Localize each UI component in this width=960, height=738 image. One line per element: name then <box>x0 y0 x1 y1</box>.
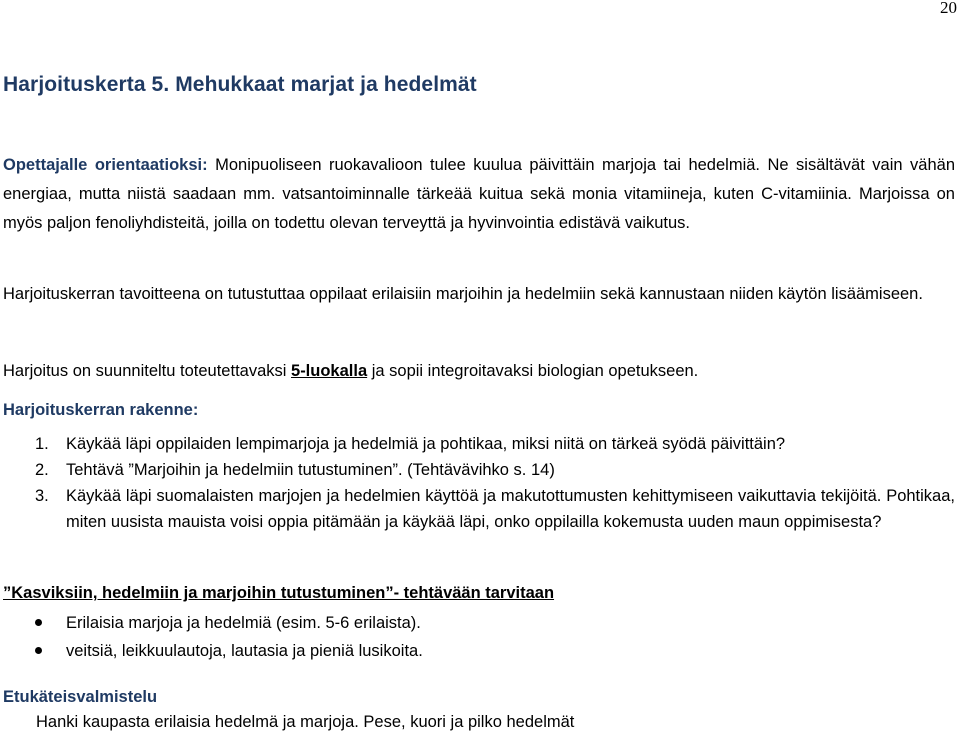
grade-text-after: ja sopii integroitavaksi biologian opetukseen. <box>367 362 699 380</box>
structure-step <box>3 431 955 457</box>
teacher-orientation-paragraph <box>3 151 955 237</box>
goal-paragraph: Harjoituskerran tavoitteena on tutustuttaa oppilaat erilaisiin marjoihin ja hedelmiin sekä kannustaan niiden käytön lisäämiseen. <box>3 285 923 303</box>
structure-step <box>3 457 955 483</box>
materials-list <box>3 609 423 665</box>
structure-heading: Harjoituskerran rakenne: <box>3 401 199 419</box>
materials-item-text: Erilaisia marjoja ja hedelmiä (esim. 5-6 erilaista). <box>66 614 421 632</box>
orientation-text: Monipuoliseen ruokavalioon tulee kuulua päivittäin marjoja tai hedelmiä. Ne sisältävät vain vähän energiaa, mutta niistä saadaan mm. vatsantoiminnalle tärkeää kuitua sekä monia vitamiineja, kuten C-vitamiinia. Marjoissa on myös paljon fenoliyhdisteitä, joilla on todettu olevan terveyttä ja hyvinvointia edistävä vaikutus. <box>3 156 955 232</box>
step-text: Käykää läpi oppilaiden lempimarjoja ja hedelmiä ja pohtikaa, miksi niitä on tärkeä syödä päivittäin? <box>66 435 786 453</box>
bullet-icon <box>35 647 42 654</box>
materials-item <box>3 637 423 665</box>
step-number: 3. <box>35 487 49 505</box>
orientation-label: Opettajalle orientaatioksi: <box>3 156 208 174</box>
step-text: Käykää läpi suomalaisten marjojen ja hedelmien käyttöä ja makutottumusten kehittymiseen vaikuttavia tekijöitä. Pohtikaa, miten uusista mauista voisi oppia pitämään ja käykää läpi, onko oppilailla kokemusta uuden maun oppimisesta? <box>66 487 955 531</box>
page-number: 20 <box>940 0 957 17</box>
page-title: Harjoituskerta 5. Mehukkaat marjat ja hedelmät <box>3 73 477 96</box>
preparation-text: Hanki kaupasta erilaisia hedelmä ja marjoja. Pese, kuori ja pilko hedelmät <box>36 713 575 731</box>
grade-emphasis: 5-luokalla <box>291 362 368 380</box>
structure-step <box>3 483 955 535</box>
bullet-icon <box>35 619 42 626</box>
materials-item-text: veitsiä, leikkuulautoja, lautasia ja pieniä lusikoita. <box>66 642 423 660</box>
materials-heading: ”Kasviksiin, hedelmiin ja marjoihin tutustuminen”- tehtävään tarvitaan <box>3 584 555 602</box>
grade-paragraph <box>3 357 955 386</box>
structure-steps-list <box>3 431 955 535</box>
step-number: 1. <box>35 435 49 453</box>
preparation-heading: Etukäteisvalmistelu <box>3 688 158 706</box>
materials-item <box>3 609 423 637</box>
step-text: Tehtävä ”Marjoihin ja hedelmiin tutustuminen”. (Tehtävävihko s. 14) <box>66 461 555 479</box>
step-number: 2. <box>35 461 49 479</box>
grade-text-before: Harjoitus on suunniteltu toteutettavaksi <box>3 362 292 380</box>
